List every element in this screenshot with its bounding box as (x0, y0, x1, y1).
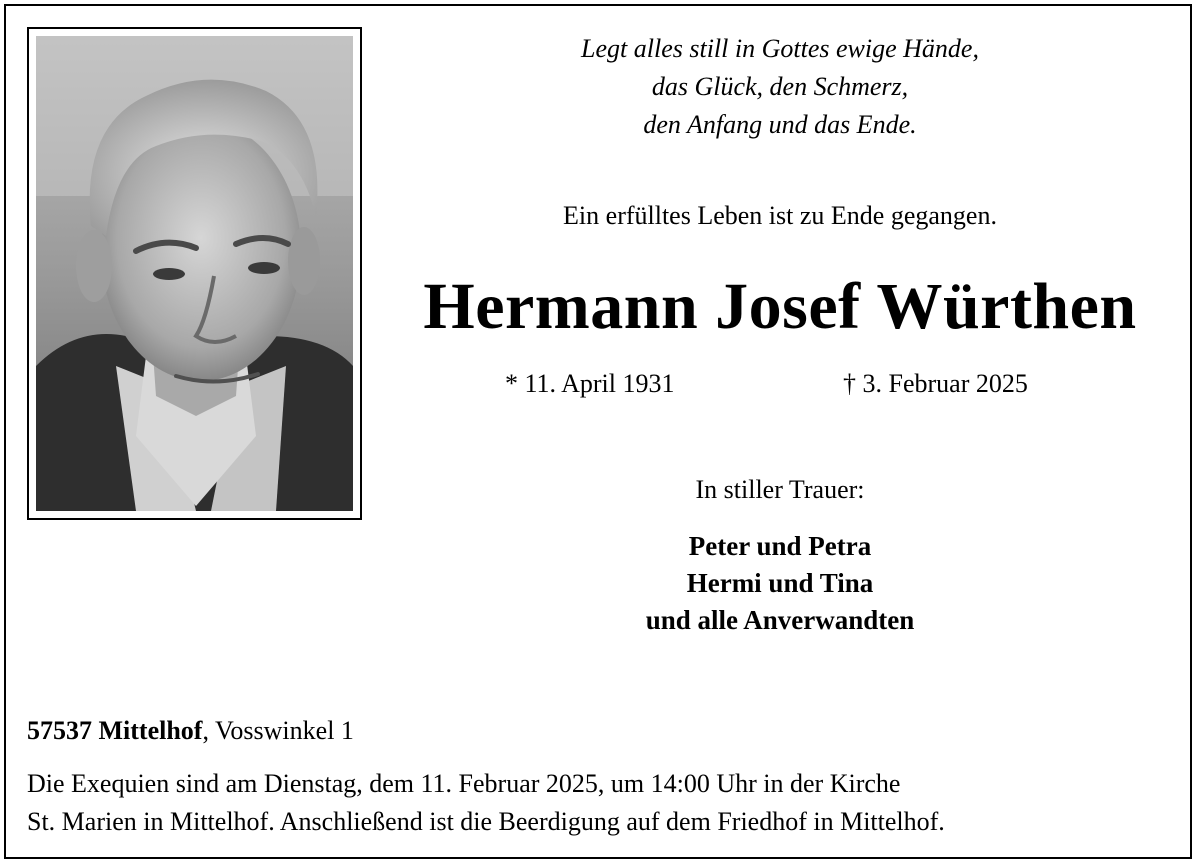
service-info (27, 765, 1177, 841)
mourner-line: und alle Anverwandten (645, 605, 915, 635)
address-place: 57537 Mittelhof (27, 716, 203, 745)
mourning-label: In stiller Trauer: (695, 475, 865, 504)
verse-line: das Glück, den Schmerz, (651, 72, 909, 101)
mourner-line: Hermi und Tina (686, 568, 874, 598)
birth-date: * 11. April 1931 (505, 369, 675, 398)
mourners-list (390, 528, 1170, 639)
verse-line: den Anfang und das Ende. (643, 110, 917, 139)
verse-line: Legt alles still in Gottes ewige Hände, (581, 34, 979, 63)
address (27, 713, 354, 749)
portrait-image (36, 36, 353, 511)
address-street: , Vosswinkel 1 (202, 716, 354, 745)
death-date: † 3. Februar 2025 (843, 369, 1028, 398)
service-line: St. Marien in Mittelhof. Anschließend ist die Beerdigung auf dem Friedhof in Mittelhof. (27, 807, 945, 836)
portrait-photo (27, 27, 362, 520)
deceased-name: Hermann Josef Würthen (423, 270, 1137, 343)
service-line: Die Exequien sind am Dienstag, dem 11. Februar 2025, um 14:00 Uhr in der Kirche (27, 769, 901, 798)
intro-text: Ein erfülltes Leben ist zu Ende gegangen. (563, 201, 997, 230)
verse (390, 30, 1170, 144)
mourner-line: Peter und Petra (688, 531, 872, 561)
